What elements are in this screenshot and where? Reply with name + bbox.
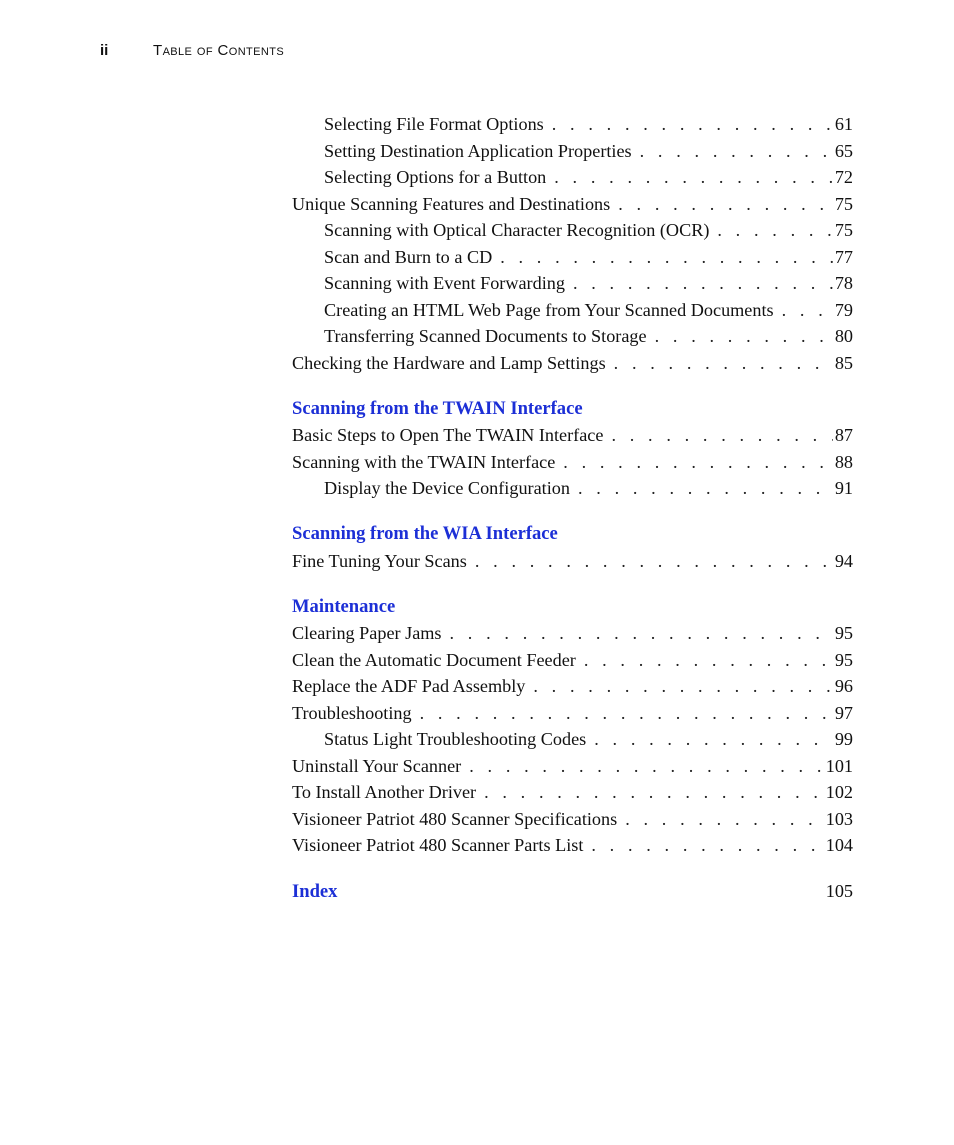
toc-entry[interactable]: [292, 806, 853, 833]
toc-entry-label: Scanning with Optical Character Recognition (OCR): [324, 220, 710, 240]
toc-entry[interactable]: [292, 350, 853, 377]
dot-leader: [573, 270, 833, 297]
toc-entry[interactable]: [292, 244, 853, 271]
toc-entry-page: 79: [834, 299, 853, 320]
toc-entry[interactable]: [292, 726, 853, 753]
toc-entry-label: Troubleshooting: [292, 702, 412, 723]
toc-entry-page: 80: [834, 326, 853, 346]
toc-entry-page: 103: [825, 808, 853, 829]
dot-leader: [469, 753, 823, 780]
toc-entry[interactable]: [292, 191, 853, 218]
toc-entry[interactable]: [292, 323, 853, 350]
dot-leader: [614, 350, 833, 377]
toc-entry[interactable]: [292, 753, 853, 780]
section-heading-wia[interactable]: Scanning from the WIA Interface: [292, 523, 558, 544]
toc-entry-label: Scan and Burn to a CD: [324, 246, 493, 267]
page-number: ii: [100, 42, 109, 59]
toc-entry-page: 99: [834, 729, 853, 749]
toc-entry-page: 75: [834, 220, 853, 240]
section-heading-twain[interactable]: Scanning from the TWAIN Interface: [292, 397, 583, 419]
toc-entry-page: 61: [834, 114, 853, 134]
index-page: 105: [825, 881, 853, 901]
dot-leader: [500, 244, 833, 271]
toc-entry-label: Basic Steps to Open The TWAIN Interface: [292, 425, 604, 445]
dot-leader: [475, 548, 833, 575]
dot-leader: [584, 647, 833, 674]
toc-entry-label: Creating an HTML Web Page from Your Scanned Documents: [324, 299, 774, 320]
toc-entry-label: Status Light Troubleshooting Codes: [324, 729, 587, 749]
dot-leader: [484, 779, 824, 806]
toc-entry-page: 65: [834, 140, 853, 161]
toc-entry-label: Fine Tuning Your Scans: [292, 550, 467, 571]
dot-leader: [618, 191, 833, 218]
toc-index-entry[interactable]: [292, 878, 853, 905]
toc-entry-page: 101: [825, 755, 853, 776]
dot-leader: [625, 806, 824, 833]
toc-entry-page: 87: [834, 425, 853, 445]
toc-entry-label: Clearing Paper Jams: [292, 623, 442, 643]
toc-entry-page: 77: [834, 246, 853, 267]
toc-entry-label: Uninstall Your Scanner: [292, 755, 462, 776]
toc-entry[interactable]: [292, 548, 853, 575]
toc-entry-page: 95: [834, 623, 853, 643]
toc-entry[interactable]: [292, 673, 853, 700]
toc-entry-page: 78: [834, 273, 853, 293]
toc-entry-label: Unique Scanning Features and Destinations: [292, 193, 611, 214]
toc-entry-label: Selecting Options for a Button: [324, 167, 547, 187]
toc-entry[interactable]: [292, 270, 853, 297]
toc-entry-label: Selecting File Format Options: [324, 114, 544, 134]
toc-entry[interactable]: [292, 217, 853, 244]
dot-leader: [717, 217, 832, 244]
dot-leader: [554, 164, 833, 191]
toc-entry[interactable]: [292, 297, 853, 324]
toc-entry-label: Visioneer Patriot 480 Scanner Parts List: [292, 835, 584, 855]
toc-entry-label: Replace the ADF Pad Assembly: [292, 676, 526, 696]
toc-entry-page: 102: [825, 782, 853, 802]
toc-entry[interactable]: [292, 779, 853, 806]
toc-entry[interactable]: [292, 475, 853, 502]
dot-leader: [611, 422, 832, 449]
toc-entry[interactable]: [292, 164, 853, 191]
toc-entry-page: 97: [834, 702, 853, 723]
dot-leader: [655, 323, 833, 350]
table-of-contents: [292, 111, 853, 905]
toc-entry-label: Clean the Automatic Document Feeder: [292, 649, 576, 670]
toc-entry-page: 94: [834, 550, 853, 571]
dot-leader: [640, 138, 833, 165]
toc-entry-label: Setting Destination Application Properties: [324, 140, 632, 161]
dot-leader: [591, 832, 823, 859]
toc-entry-label: Transferring Scanned Documents to Storage: [324, 326, 647, 346]
index-heading: Index: [292, 881, 338, 902]
toc-entry[interactable]: [292, 647, 853, 674]
toc-entry-page: 104: [825, 835, 853, 855]
toc-entry-label: Scanning with the TWAIN Interface: [292, 451, 556, 472]
dot-leader: [450, 620, 833, 647]
running-title: Table of Contents: [153, 42, 285, 59]
toc-entry-page: 91: [834, 478, 853, 498]
section-heading-maintenance[interactable]: Maintenance: [292, 595, 396, 617]
toc-entry[interactable]: [292, 138, 853, 165]
toc-entry[interactable]: [292, 111, 853, 138]
dot-leader: [578, 475, 833, 502]
toc-entry-page: 72: [834, 167, 853, 187]
toc-entry-page: 88: [834, 451, 853, 472]
toc-entry[interactable]: [292, 422, 853, 449]
toc-entry-page: 75: [834, 193, 853, 214]
dot-leader: [420, 700, 833, 727]
dot-leader: [563, 449, 833, 476]
toc-entry-label: Checking the Hardware and Lamp Settings: [292, 352, 606, 373]
toc-entry-page: 95: [834, 649, 853, 670]
toc-entry-page: 85: [834, 352, 853, 373]
toc-entry[interactable]: [292, 832, 853, 859]
toc-entry-label: To Install Another Driver: [292, 782, 477, 802]
toc-entry[interactable]: [292, 620, 853, 647]
toc-entry-label: Scanning with Event Forwarding: [324, 273, 565, 293]
toc-entry[interactable]: [292, 449, 853, 476]
toc-entry-page: 96: [834, 676, 853, 696]
dot-leader: [552, 111, 833, 138]
dot-leader: [782, 297, 833, 324]
toc-entry-label: Visioneer Patriot 480 Scanner Specifications: [292, 808, 618, 829]
dot-leader: [533, 673, 832, 700]
dot-leader: [594, 726, 833, 753]
toc-entry[interactable]: [292, 700, 853, 727]
toc-entry-label: Display the Device Configuration: [324, 478, 570, 498]
